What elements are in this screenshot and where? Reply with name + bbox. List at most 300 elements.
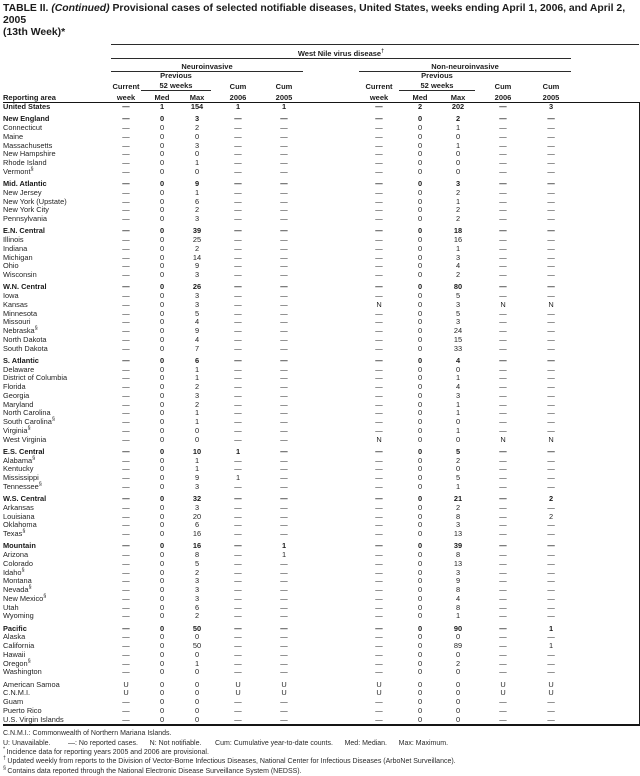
value-cell: — [234, 166, 242, 176]
spacer-cell [303, 668, 359, 677]
value-cell: — [234, 649, 242, 659]
spacer-cell [571, 707, 639, 716]
table-row [3, 198, 639, 207]
value-cell: — [122, 455, 130, 465]
value-cell: — [375, 226, 383, 236]
value-cell: — [499, 270, 507, 279]
value-cell: — [234, 196, 242, 206]
reporting-area-cell: Illinois [3, 235, 24, 244]
value-cell: 3 [194, 114, 200, 124]
value-cell: — [122, 593, 130, 603]
value-cell: — [122, 149, 130, 159]
value-cell: 0 [159, 473, 165, 482]
value-cell: — [499, 205, 507, 215]
value-cell: 0 [417, 558, 423, 568]
value-cell: — [122, 102, 130, 111]
value-cell: 8 [455, 511, 461, 521]
value-cell: 4 [194, 334, 200, 344]
value-cell: 8 [455, 585, 461, 594]
value-cell: — [280, 179, 288, 188]
value-cell: 0 [159, 529, 165, 538]
spacer-cell [571, 280, 639, 292]
reporting-area-cell: Mid. Atlantic [3, 179, 47, 188]
value-cell: 0 [194, 131, 200, 141]
spacer-cell [571, 569, 639, 578]
value-cell: — [375, 408, 383, 418]
value-cell: 0 [159, 446, 165, 456]
table-row [3, 292, 639, 301]
table-row [3, 436, 639, 445]
reporting-area-cell: Minnesota [3, 308, 38, 318]
value-cell: 0 [455, 667, 461, 677]
value-cell: — [280, 520, 288, 530]
value-cell: 3 [194, 481, 200, 491]
week-header: week [359, 91, 399, 103]
value-cell: 4 [455, 593, 461, 603]
value-cell: — [499, 632, 507, 642]
value-cell: — [234, 641, 242, 650]
value-cell: 9 [194, 326, 200, 335]
spacer-cell [571, 198, 639, 207]
value-cell: 0 [417, 408, 423, 418]
value-cell: — [547, 502, 555, 512]
spacer-cell [571, 112, 639, 124]
reporting-area-cell: C.N.M.I. [3, 688, 31, 698]
value-cell: — [499, 382, 507, 391]
value-cell: 5 [455, 291, 461, 300]
value-cell: 3 [194, 502, 200, 512]
value-cell: 0 [455, 166, 461, 176]
value-cell: 1 [194, 408, 200, 418]
value-cell: 2 [548, 494, 554, 503]
value-cell: — [280, 364, 288, 374]
spacer-cell [571, 254, 639, 263]
table-row [3, 504, 639, 513]
value-cell: 0 [417, 649, 423, 659]
value-cell: — [280, 558, 288, 568]
value-cell: 0 [159, 520, 165, 530]
value-cell: 3 [455, 252, 461, 262]
table-row [3, 168, 639, 177]
value-cell: 0 [417, 158, 423, 167]
spacer-cell [571, 660, 639, 669]
spacer-cell [571, 444, 639, 456]
value-cell: 0 [417, 187, 423, 197]
value-cell: — [375, 567, 383, 577]
spacer-cell [571, 224, 639, 236]
spacer-cell [303, 651, 359, 660]
value-cell: — [547, 140, 555, 150]
value-cell: — [122, 334, 130, 344]
value-cell: — [547, 541, 555, 551]
reporting-area-cell: Maryland [3, 399, 34, 409]
value-cell: N [548, 299, 554, 309]
value-cell: — [122, 632, 130, 642]
value-cell: — [234, 382, 242, 391]
value-cell: 0 [455, 434, 461, 444]
value-cell: — [547, 382, 555, 391]
value-cell: — [234, 261, 242, 271]
value-cell: 0 [455, 688, 461, 698]
reporting-area-cell: Connecticut [3, 123, 43, 132]
value-cell: 3 [194, 576, 200, 586]
value-cell: — [122, 602, 130, 612]
value-cell: — [234, 214, 242, 223]
value-cell: 0 [417, 308, 423, 318]
value-cell: 0 [159, 235, 165, 244]
value-cell: — [375, 705, 383, 715]
cum-header: Cum [494, 81, 512, 91]
value-cell: 1 [194, 373, 200, 383]
spacer-cell [303, 254, 359, 263]
value-cell: U [548, 679, 554, 689]
value-cell: — [499, 114, 507, 124]
spacer-cell [303, 621, 359, 633]
table-row [3, 612, 639, 621]
value-cell: 1 [281, 102, 287, 111]
value-cell: — [280, 502, 288, 512]
value-cell: — [234, 243, 242, 253]
value-cell: — [280, 446, 288, 456]
value-cell: — [234, 364, 242, 374]
spacer-cell [571, 530, 639, 539]
spacer-cell [571, 427, 639, 436]
value-cell: — [122, 187, 130, 197]
value-cell: 0 [417, 317, 423, 327]
value-cell: — [234, 425, 242, 435]
value-cell: 1 [159, 102, 165, 111]
spacer-cell [571, 374, 639, 383]
value-cell: — [122, 123, 130, 132]
value-cell: — [122, 205, 130, 215]
value-cell: 4 [455, 382, 461, 391]
value-cell: — [122, 558, 130, 568]
value-cell: 6 [194, 355, 200, 365]
value-cell: 3 [455, 179, 461, 188]
value-cell: — [499, 602, 507, 612]
table-row [3, 327, 639, 336]
value-cell: 0 [417, 131, 423, 141]
value-cell: — [547, 343, 555, 353]
value-cell: — [547, 632, 555, 642]
reporting-area-header: Reporting area [3, 91, 111, 103]
spacer-cell [571, 124, 639, 133]
spacer-cell [303, 677, 359, 689]
value-cell: 7 [194, 343, 200, 353]
value-cell: — [122, 140, 130, 150]
value-cell: — [122, 408, 130, 418]
value-cell: 0 [159, 214, 165, 223]
value-cell: — [499, 140, 507, 150]
value-cell: — [499, 425, 507, 435]
value-cell: — [499, 317, 507, 327]
value-cell: 0 [417, 502, 423, 512]
spacer-cell [303, 224, 359, 236]
value-cell: — [499, 226, 507, 236]
value-cell: 1 [455, 408, 461, 418]
spacer-cell [303, 427, 359, 436]
value-cell: — [499, 446, 507, 456]
value-cell: — [547, 205, 555, 215]
value-cell: 0 [417, 179, 423, 188]
spacer-cell [571, 366, 639, 375]
value-cell: 0 [159, 399, 165, 409]
value-cell: — [234, 697, 242, 706]
value-cell: — [375, 649, 383, 659]
spacer-cell [303, 689, 359, 698]
value-cell: — [234, 408, 242, 418]
value-cell: — [499, 611, 507, 621]
value-cell: — [122, 520, 130, 530]
value-cell: — [375, 541, 383, 551]
value-cell: — [375, 243, 383, 253]
value-cell: 1 [194, 417, 200, 426]
reporting-area-cell: Tennessee§ [3, 481, 42, 491]
value-cell: — [280, 641, 288, 650]
value-cell: — [122, 390, 130, 400]
value-cell: — [280, 697, 288, 706]
value-cell: — [122, 623, 130, 633]
reporting-area-cell: Puerto Rico [3, 705, 42, 715]
value-cell: 1 [455, 399, 461, 409]
value-cell: 3 [194, 270, 200, 279]
value-cell: — [547, 399, 555, 409]
value-cell: 3 [455, 390, 461, 400]
reporting-area-cell: Michigan [3, 252, 33, 262]
spacer-cell [303, 595, 359, 604]
value-cell: — [547, 576, 555, 586]
previous-label: Previous [160, 71, 192, 80]
value-cell: 1 [194, 364, 200, 374]
value-cell: 0 [417, 390, 423, 400]
value-cell: — [122, 705, 130, 715]
footnote-line: † Updated weekly from reports to the Division of Vector-Borne Infectious Diseases, National Center for Infectious Diseases (ArboNet Surveillance). [3, 756, 456, 766]
value-cell: 3 [455, 567, 461, 577]
value-cell: 0 [159, 714, 165, 724]
value-cell: — [234, 205, 242, 215]
value-cell: 3 [548, 102, 554, 111]
value-cell: 6 [194, 520, 200, 530]
table-row [3, 698, 639, 707]
value-cell: — [280, 235, 288, 244]
value-cell: — [280, 464, 288, 474]
value-cell: 16 [192, 529, 202, 538]
value-cell: — [547, 697, 555, 706]
spacer-cell [571, 586, 639, 595]
table-row [3, 586, 639, 595]
table-row [3, 418, 639, 427]
value-cell: 0 [159, 131, 165, 141]
value-cell: — [234, 235, 242, 244]
value-cell: — [234, 567, 242, 577]
table-row [3, 716, 639, 726]
value-cell: — [280, 205, 288, 215]
value-cell: — [122, 576, 130, 586]
value-cell: 0 [417, 688, 423, 698]
value-cell: — [122, 214, 130, 223]
spacer-cell [571, 483, 639, 492]
value-cell: 2 [455, 502, 461, 512]
value-cell: 0 [159, 270, 165, 279]
spacer-cell [571, 215, 639, 224]
value-cell: 14 [192, 252, 202, 262]
value-cell: — [122, 494, 130, 503]
value-cell: 0 [159, 140, 165, 150]
spacer-cell [303, 392, 359, 401]
spacer-cell [571, 698, 639, 707]
value-cell: 0 [159, 611, 165, 621]
reporting-area-cell: American Samoa [3, 679, 60, 689]
value-cell: 0 [159, 679, 165, 689]
reporting-area-cell: Missouri [3, 317, 31, 327]
reporting-area-cell: Virginia§ [3, 425, 31, 435]
spacer-cell [303, 124, 359, 133]
value-cell: — [547, 611, 555, 621]
value-cell: 90 [453, 623, 463, 633]
value-cell: — [499, 214, 507, 223]
value-cell: — [547, 179, 555, 188]
value-cell: 1 [455, 373, 461, 383]
table-row [3, 112, 639, 124]
value-cell: 2 [455, 187, 461, 197]
value-cell: 1 [281, 541, 287, 551]
value-cell: — [375, 355, 383, 365]
table-row [3, 392, 639, 401]
value-cell: — [234, 434, 242, 444]
value-cell: 3 [194, 291, 200, 300]
spacer-cell [303, 383, 359, 392]
value-cell: — [122, 529, 130, 538]
value-cell: — [375, 102, 383, 111]
value-cell: — [499, 464, 507, 474]
value-cell: 15 [453, 334, 463, 344]
value-cell: 1 [455, 196, 461, 206]
value-cell: 1 [455, 481, 461, 491]
value-cell: — [122, 382, 130, 391]
table-row [3, 689, 639, 698]
spacer-cell [303, 418, 359, 427]
value-cell: — [375, 291, 383, 300]
value-cell: — [234, 158, 242, 167]
value-cell: 0 [159, 593, 165, 603]
value-cell: — [375, 140, 383, 150]
value-cell: — [234, 291, 242, 300]
value-cell: U [500, 679, 506, 689]
table-title-line1: TABLE II. (Continued) Provisional cases of selected notifiable diseases, United States, weeks ending April 1, 2006, and April 2, 2005 [3, 3, 626, 26]
value-cell: — [547, 317, 555, 327]
value-cell: — [122, 235, 130, 244]
table-row [3, 206, 639, 215]
value-cell: — [280, 611, 288, 621]
value-cell: — [280, 131, 288, 141]
spacer-cell [303, 569, 359, 578]
reporting-area-cell: Arkansas [3, 502, 34, 512]
value-cell: 0 [159, 166, 165, 176]
value-cell: — [547, 166, 555, 176]
table-body [3, 103, 639, 726]
spacer-cell [571, 651, 639, 660]
value-cell: U [376, 679, 382, 689]
value-cell: — [280, 705, 288, 715]
value-cell: — [499, 576, 507, 586]
spacer-cell [303, 530, 359, 539]
reporting-area-cell: Florida [3, 382, 26, 391]
value-cell: — [499, 390, 507, 400]
value-cell: — [234, 179, 242, 188]
table-row [3, 224, 639, 236]
value-cell: 0 [417, 343, 423, 353]
value-cell: — [375, 667, 383, 677]
value-cell: 0 [159, 558, 165, 568]
value-cell: 0 [417, 464, 423, 474]
spacer-cell [303, 327, 359, 336]
value-cell: 3 [194, 585, 200, 594]
table-row [3, 271, 639, 280]
value-cell: 0 [159, 252, 165, 262]
value-cell: — [122, 399, 130, 409]
reporting-area-cell: South Carolina§ [3, 416, 55, 426]
value-cell: — [499, 623, 507, 633]
table-row [3, 336, 639, 345]
value-cell: — [280, 140, 288, 150]
value-cell: — [375, 270, 383, 279]
reporting-area-cell: Colorado [3, 558, 33, 568]
value-cell: 0 [159, 205, 165, 215]
value-cell: — [547, 114, 555, 124]
value-cell: — [280, 658, 288, 668]
value-cell: 0 [159, 455, 165, 465]
value-cell: — [122, 317, 130, 327]
value-cell: 0 [194, 697, 200, 706]
value-cell: U [123, 688, 129, 698]
value-cell: — [499, 550, 507, 559]
value-cell: — [547, 131, 555, 141]
value-cell: — [547, 520, 555, 530]
value-cell: — [499, 585, 507, 594]
value-cell: U [500, 688, 506, 698]
value-cell: — [499, 261, 507, 271]
spacer-cell [303, 262, 359, 271]
value-cell: 0 [159, 390, 165, 400]
spacer-cell [303, 345, 359, 354]
value-cell: 5 [455, 446, 461, 456]
value-cell: 0 [159, 464, 165, 474]
value-cell: — [375, 179, 383, 188]
value-cell: 1 [455, 140, 461, 150]
value-cell: — [499, 243, 507, 253]
value-cell: — [122, 226, 130, 236]
value-cell: 0 [417, 334, 423, 344]
value-cell: 5 [455, 308, 461, 318]
spacer-cell [303, 551, 359, 560]
value-cell: — [122, 649, 130, 659]
table-row [3, 427, 639, 436]
value-cell: — [280, 585, 288, 594]
reporting-area-cell: Wisconsin [3, 270, 37, 279]
table-row [3, 668, 639, 677]
value-cell: — [280, 270, 288, 279]
value-cell: 0 [159, 697, 165, 706]
value-cell: — [375, 455, 383, 465]
value-cell: 8 [455, 550, 461, 559]
value-cell: 0 [417, 520, 423, 530]
spacer-cell [571, 436, 639, 445]
reporting-area-cell: Alabama§ [3, 455, 36, 465]
table-row [3, 177, 639, 189]
spacer-cell [571, 465, 639, 474]
value-cell: 0 [159, 317, 165, 327]
value-cell: — [234, 390, 242, 400]
